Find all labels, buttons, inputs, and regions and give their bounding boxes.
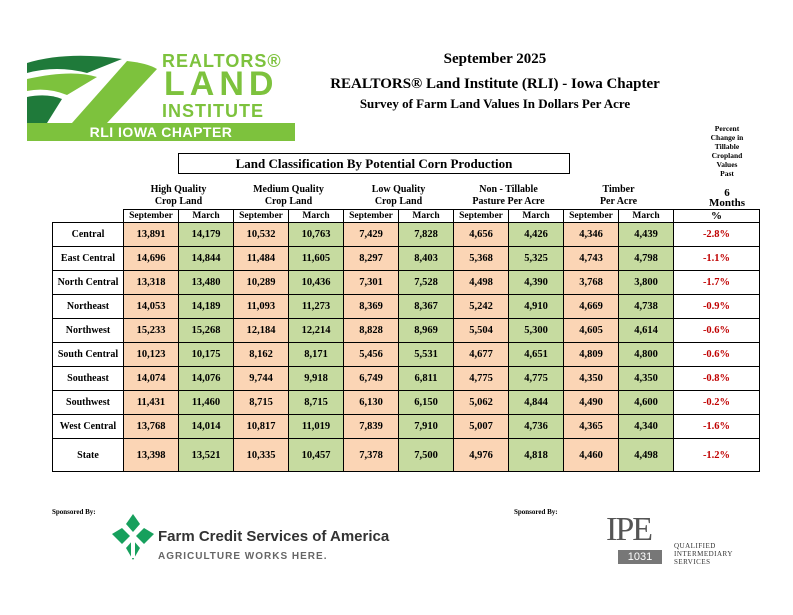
march-value: 4,614 xyxy=(619,319,674,343)
subheader-march: March xyxy=(399,210,454,223)
march-value: 7,828 xyxy=(399,223,454,247)
march-value: 11,460 xyxy=(179,391,234,415)
group-header-timber: Timber Per Acre xyxy=(599,184,638,207)
september-value: 12,184 xyxy=(234,319,289,343)
field-swoosh-icon xyxy=(27,51,162,123)
march-value: 4,426 xyxy=(509,223,564,247)
september-value: 14,696 xyxy=(124,247,179,271)
september-value: 5,504 xyxy=(454,319,509,343)
march-value: 4,798 xyxy=(619,247,674,271)
pct-header-line: Cropland xyxy=(711,151,743,160)
september-value: 6,130 xyxy=(344,391,399,415)
september-value: 9,744 xyxy=(234,367,289,391)
september-value: 7,378 xyxy=(344,439,399,472)
percent-change: -1.6% xyxy=(674,415,760,439)
march-value: 5,300 xyxy=(509,319,564,343)
march-value: 4,738 xyxy=(619,295,674,319)
percent-change: -0.9% xyxy=(674,295,760,319)
september-value: 8,369 xyxy=(344,295,399,319)
report-survey-title: Survey of Farm Land Values In Dollars Per Acre xyxy=(359,96,631,111)
september-value: 8,297 xyxy=(344,247,399,271)
table-row xyxy=(53,367,760,391)
march-value: 10,436 xyxy=(289,271,344,295)
september-value: 7,839 xyxy=(344,415,399,439)
september-value: 11,093 xyxy=(234,295,289,319)
september-value: 6,749 xyxy=(344,367,399,391)
percent-change: -1.2% xyxy=(674,439,760,472)
region-name: East Central xyxy=(53,247,124,271)
september-value: 11,431 xyxy=(124,391,179,415)
region-name: South Central xyxy=(53,343,124,367)
september-value: 13,318 xyxy=(124,271,179,295)
subheader-september: September xyxy=(564,210,619,223)
march-value: 11,605 xyxy=(289,247,344,271)
region-name: Southeast xyxy=(53,367,124,391)
blank-cell xyxy=(53,183,124,210)
march-value: 8,171 xyxy=(289,343,344,367)
september-value: 4,656 xyxy=(454,223,509,247)
september-value: 15,233 xyxy=(124,319,179,343)
march-value: 9,918 xyxy=(289,367,344,391)
march-value: 3,800 xyxy=(619,271,674,295)
table-row xyxy=(53,439,760,472)
march-value: 4,910 xyxy=(509,295,564,319)
september-value: 8,162 xyxy=(234,343,289,367)
subheader-september: September xyxy=(344,210,399,223)
march-value: 4,390 xyxy=(509,271,564,295)
ipe-services-text: QUALIFIED INTERMEDIARY SERVICES xyxy=(674,542,733,566)
september-value: 10,123 xyxy=(124,343,179,367)
group-header-pasture: Non - Tillable Pasture Per Acre xyxy=(472,184,545,207)
sponsored-by-label: Sponsored By: xyxy=(52,508,96,516)
march-value: 7,528 xyxy=(399,271,454,295)
subheader-row xyxy=(53,210,760,223)
september-value: 4,346 xyxy=(564,223,619,247)
percent-change: -1.7% xyxy=(674,271,760,295)
march-value: 14,014 xyxy=(179,415,234,439)
september-value: 13,891 xyxy=(124,223,179,247)
september-value: 4,677 xyxy=(454,343,509,367)
region-name: Southwest xyxy=(53,391,124,415)
march-value: 4,350 xyxy=(619,367,674,391)
pct-header-months: Months xyxy=(708,197,746,209)
march-value: 10,457 xyxy=(289,439,344,472)
march-value: 8,367 xyxy=(399,295,454,319)
subheader-march: March xyxy=(289,210,344,223)
march-value: 4,800 xyxy=(619,343,674,367)
september-value: 5,062 xyxy=(454,391,509,415)
september-value: 5,368 xyxy=(454,247,509,271)
march-value: 4,651 xyxy=(509,343,564,367)
march-value: 11,019 xyxy=(289,415,344,439)
logo-land-text: LAND xyxy=(164,65,279,103)
september-value: 7,301 xyxy=(344,271,399,295)
table-row xyxy=(53,295,760,319)
september-value: 14,074 xyxy=(124,367,179,391)
region-name: Northeast xyxy=(53,295,124,319)
farm-credit-leaf-icon xyxy=(110,512,156,562)
march-value: 13,521 xyxy=(179,439,234,472)
pct-change-header xyxy=(692,124,762,178)
march-value: 5,325 xyxy=(509,247,564,271)
march-value: 4,818 xyxy=(509,439,564,472)
september-value: 10,289 xyxy=(234,271,289,295)
group-header-medium: Medium Quality Crop Land xyxy=(253,184,324,207)
september-value: 10,335 xyxy=(234,439,289,472)
farm-credit-name: Farm Credit Services of America xyxy=(158,528,390,545)
september-value: 4,350 xyxy=(564,367,619,391)
report-org: REALTORS® Land Institute (RLI) - Iowa Chapter xyxy=(330,76,660,92)
september-value: 8,715 xyxy=(234,391,289,415)
march-value: 10,763 xyxy=(289,223,344,247)
march-value: 14,179 xyxy=(179,223,234,247)
pct-header-line: Past xyxy=(720,169,734,178)
march-value: 14,844 xyxy=(179,247,234,271)
subheader-march: March xyxy=(179,210,234,223)
march-value: 4,498 xyxy=(619,439,674,472)
pct-header-line: Change in xyxy=(710,133,744,142)
march-value: 4,340 xyxy=(619,415,674,439)
blank-cell xyxy=(53,210,124,223)
march-value: 5,531 xyxy=(399,343,454,367)
march-value: 13,480 xyxy=(179,271,234,295)
march-value: 4,844 xyxy=(509,391,564,415)
march-value: 7,500 xyxy=(399,439,454,472)
march-value: 4,736 xyxy=(509,415,564,439)
pct-header-line: Percent xyxy=(714,124,740,133)
subheader-march: March xyxy=(509,210,564,223)
ipe-1031-badge: 1031 xyxy=(618,550,662,564)
table-row xyxy=(53,223,760,247)
march-value: 8,715 xyxy=(289,391,344,415)
percent-change: -0.8% xyxy=(674,367,760,391)
september-value: 4,809 xyxy=(564,343,619,367)
march-value: 14,076 xyxy=(179,367,234,391)
region-name: Northwest xyxy=(53,319,124,343)
september-value: 4,775 xyxy=(454,367,509,391)
land-values-table xyxy=(52,183,760,472)
september-value: 4,976 xyxy=(454,439,509,472)
march-value: 8,969 xyxy=(399,319,454,343)
march-value: 10,175 xyxy=(179,343,234,367)
blank-cell xyxy=(674,183,760,210)
september-value: 4,365 xyxy=(564,415,619,439)
classification-title: Land Classification By Potential Corn Production xyxy=(178,153,570,174)
subheader-september: September xyxy=(234,210,289,223)
subheader-september: September xyxy=(124,210,179,223)
subheader-march: March xyxy=(619,210,674,223)
table-row xyxy=(53,319,760,343)
rli-logo xyxy=(27,51,295,141)
september-value: 13,768 xyxy=(124,415,179,439)
september-value: 7,429 xyxy=(344,223,399,247)
region-name: North Central xyxy=(53,271,124,295)
september-value: 4,605 xyxy=(564,319,619,343)
group-header-high: High Quality Crop Land xyxy=(150,184,207,207)
group-header-low: Low Quality Crop Land xyxy=(371,184,426,207)
september-value: 11,484 xyxy=(234,247,289,271)
table-row xyxy=(53,391,760,415)
farm-credit-tagline: AGRICULTURE WORKS HERE. xyxy=(158,551,328,562)
september-value: 10,532 xyxy=(234,223,289,247)
ipe-logo-letters: IPE xyxy=(606,511,651,548)
region-name: West Central xyxy=(53,415,124,439)
march-value: 4,775 xyxy=(509,367,564,391)
march-value: 15,268 xyxy=(179,319,234,343)
percent-change: -0.2% xyxy=(674,391,760,415)
percent-change: -1.1% xyxy=(674,247,760,271)
september-value: 4,490 xyxy=(564,391,619,415)
september-value: 4,498 xyxy=(454,271,509,295)
september-value: 14,053 xyxy=(124,295,179,319)
march-value: 7,910 xyxy=(399,415,454,439)
march-value: 4,439 xyxy=(619,223,674,247)
september-value: 5,456 xyxy=(344,343,399,367)
september-value: 5,242 xyxy=(454,295,509,319)
region-name: Central xyxy=(53,223,124,247)
march-value: 11,273 xyxy=(289,295,344,319)
september-value: 8,828 xyxy=(344,319,399,343)
region-name: State xyxy=(53,439,124,472)
march-value: 6,811 xyxy=(399,367,454,391)
table-row xyxy=(53,271,760,295)
percent-change: -0.6% xyxy=(674,319,760,343)
logo-realtors-text: REALTORS® xyxy=(162,51,282,71)
pct-header-line: Values xyxy=(716,160,738,169)
subheader-september: September xyxy=(454,210,509,223)
march-value: 4,600 xyxy=(619,391,674,415)
percent-change: -0.6% xyxy=(674,343,760,367)
pct-header-line: Tillable xyxy=(714,142,740,151)
logo-institute-text: INSTITUTE xyxy=(162,101,264,121)
table-row xyxy=(53,247,760,271)
report-date: September 2025 xyxy=(443,51,547,67)
september-value: 3,768 xyxy=(564,271,619,295)
percent-change: -2.8% xyxy=(674,223,760,247)
march-value: 14,189 xyxy=(179,295,234,319)
logo-chapter-bar: RLI IOWA CHAPTER xyxy=(27,123,295,141)
march-value: 12,214 xyxy=(289,319,344,343)
september-value: 5,007 xyxy=(454,415,509,439)
subheader-percent: % xyxy=(674,210,760,223)
table-row xyxy=(53,343,760,367)
table-row xyxy=(53,415,760,439)
march-value: 6,150 xyxy=(399,391,454,415)
pct-header-six: 6 xyxy=(724,187,730,199)
sponsored-by-label: Sponsored By: xyxy=(514,508,558,516)
september-value: 10,817 xyxy=(234,415,289,439)
group-header-row xyxy=(53,183,760,210)
september-value: 4,669 xyxy=(564,295,619,319)
september-value: 4,743 xyxy=(564,247,619,271)
march-value: 8,403 xyxy=(399,247,454,271)
september-value: 4,460 xyxy=(564,439,619,472)
september-value: 13,398 xyxy=(124,439,179,472)
